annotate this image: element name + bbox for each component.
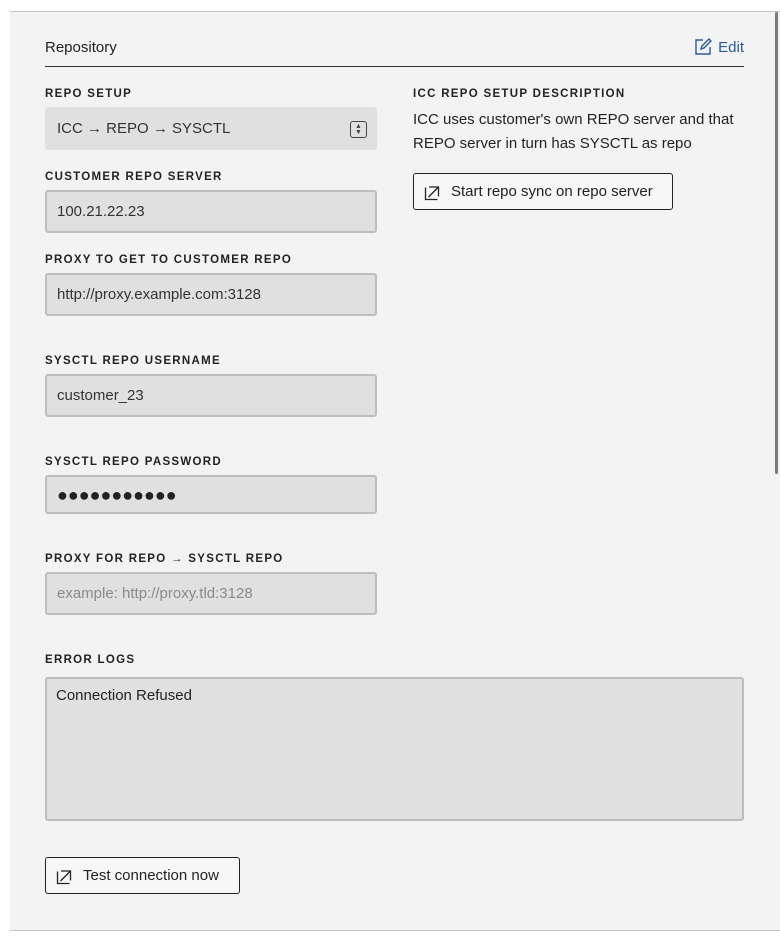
- external-arrow-icon: [56, 866, 75, 885]
- bottom-divider: [10, 930, 780, 931]
- section-title: Repository: [45, 39, 117, 56]
- repo-setup-value: ICC → REPO → SYSCTL: [57, 120, 231, 137]
- sysctl-password-value: ●●●●●●●●●●●: [57, 484, 177, 505]
- proxy-customer-repo-label: PROXY TO GET TO CUSTOMER REPO: [45, 254, 293, 266]
- description-text: ICC uses customer's own REPO server and that REPO server in turn has SYSCTL as repo: [413, 111, 734, 152]
- repo-setup-select[interactable]: [45, 107, 377, 150]
- proxy-customer-repo-value: http://proxy.example.com:3128: [57, 286, 261, 303]
- start-repo-sync-label: Start repo sync on repo server: [451, 183, 653, 200]
- edit-label: Edit: [718, 38, 744, 56]
- edit-button[interactable]: [694, 38, 744, 56]
- test-connection-button[interactable]: [45, 857, 240, 894]
- sysctl-username-input[interactable]: [45, 374, 377, 417]
- customer-repo-server-value: 100.21.22.23: [57, 203, 145, 220]
- customer-repo-server-label: CUSTOMER REPO SERVER: [45, 171, 223, 183]
- sysctl-username-value: customer_23: [57, 387, 144, 404]
- proxy-sysctl-input[interactable]: [45, 572, 377, 615]
- customer-repo-server-input[interactable]: [45, 190, 377, 233]
- edit-icon: [694, 38, 712, 56]
- proxy-customer-repo-input[interactable]: [45, 273, 377, 316]
- sysctl-password-input[interactable]: [45, 475, 377, 514]
- description-label: ICC REPO SETUP DESCRIPTION: [413, 88, 626, 100]
- repo-setup-label: REPO SETUP: [45, 88, 133, 100]
- start-repo-sync-button[interactable]: [413, 173, 673, 210]
- error-logs-textarea[interactable]: Connection Refused: [45, 677, 744, 821]
- sysctl-password-label: SYSCTL REPO PASSWORD: [45, 456, 223, 468]
- proxy-sysctl-placeholder: example: http://proxy.tld:3128: [57, 585, 253, 602]
- test-connection-label: Test connection now: [83, 867, 219, 884]
- chevron-up-down-icon: ▲ ▼: [350, 121, 367, 138]
- proxy-sysctl-label: PROXY FOR REPO → SYSCTL REPO: [45, 553, 284, 565]
- sysctl-username-label: SYSCTL REPO USERNAME: [45, 355, 221, 367]
- section-header: [45, 34, 744, 67]
- error-logs-label: ERROR LOGS: [45, 654, 136, 666]
- scrollbar[interactable]: [775, 12, 778, 474]
- external-arrow-icon: [424, 182, 443, 201]
- repository-panel: [10, 12, 780, 930]
